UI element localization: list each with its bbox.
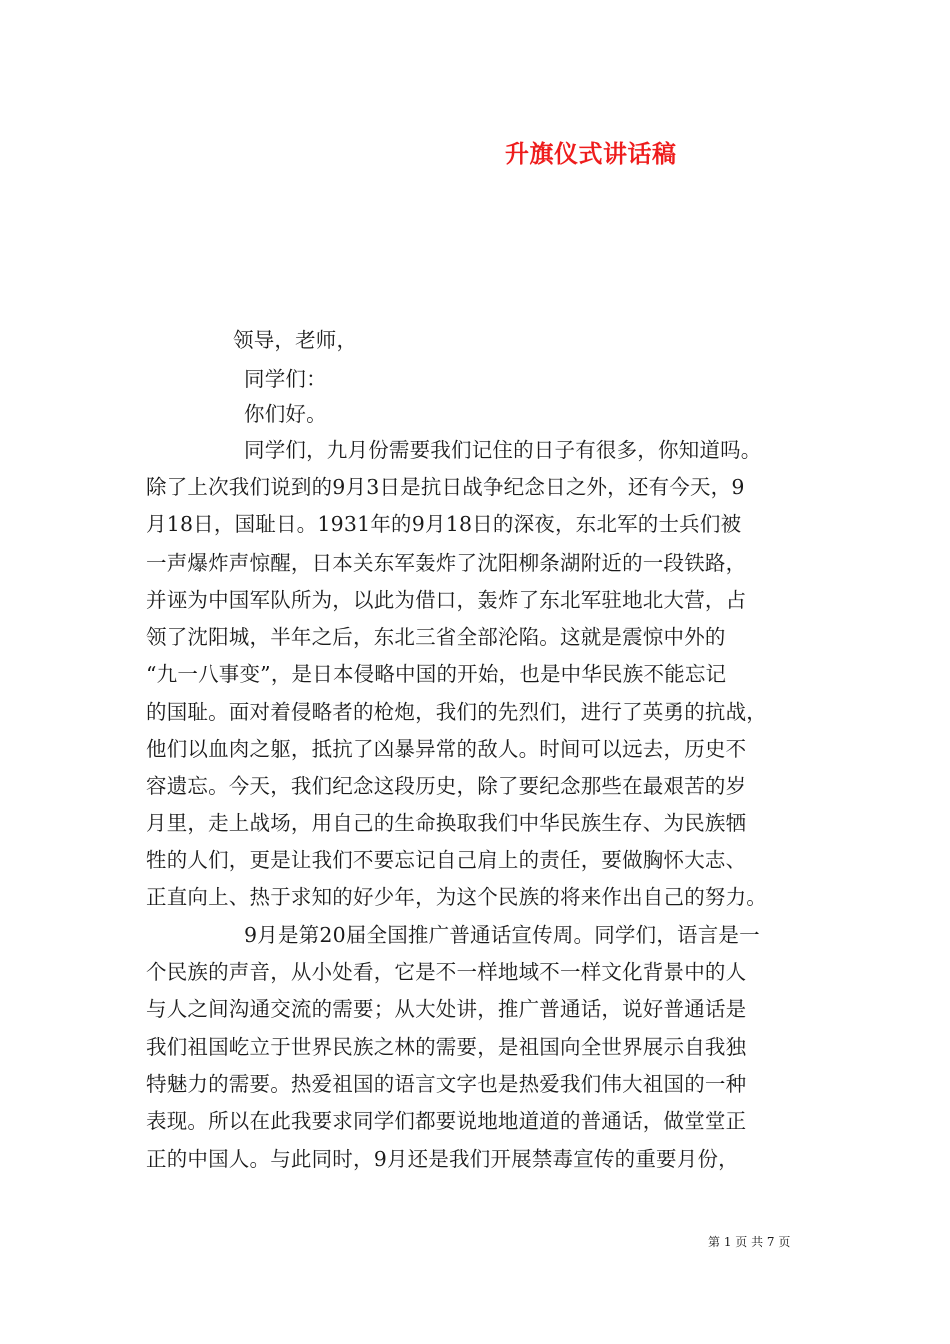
paragraph-line: 与人之间沟通交流的需要；从大处讲，推广普通话，说好普通话是: [146, 997, 747, 1021]
paragraph-line: 正的中国人。与此同时，9月还是我们开展禁毒宣传的重要月份，: [146, 1147, 739, 1171]
salutation-line: 你们好。: [244, 402, 327, 426]
paragraph-line: 容遗忘。今天，我们纪念这段历史，除了要纪念那些在最艰苦的岁: [146, 774, 747, 798]
paragraph-line: 领了沈阳城，半年之后，东北三省全部沦陷。这就是震惊中外的: [146, 625, 726, 649]
paragraph-line: 一声爆炸声惊醒，日本关东军轰炸了沈阳柳条湖附近的一段铁路，: [146, 551, 747, 575]
salutation-line: 同学们：: [244, 367, 327, 391]
document-title: 升旗仪式讲话稿: [505, 139, 677, 168]
paragraph-line: 我们祖国屹立于世界民族之林的需要，是祖国向全世界展示自我独: [146, 1035, 747, 1059]
paragraph-line: 月18日，国耻日。1931年的9月18日的深夜，东北军的士兵们被: [146, 512, 742, 536]
page-footer: 第 1 页 共 7 页: [708, 1235, 791, 1249]
paragraph-line: 的国耻。面对着侵略者的枪炮，我们的先烈们，进行了英勇的抗战，: [146, 700, 767, 724]
paragraph-line: 9月是第20届全国推广普通话宣传周。同学们，语言是一: [244, 923, 760, 947]
paragraph-line: 并诬为中国军队所为，以此为借口，轰炸了东北军驻地北大营，占: [146, 588, 747, 612]
paragraph-line: 除了上次我们说到的9月3日是抗日战争纪念日之外，还有今天，9: [146, 475, 745, 499]
salutation-line: 领导，老师，: [233, 328, 358, 352]
paragraph-line: 正直向上、热于求知的好少年，为这个民族的将来作出自己的努力。: [146, 885, 767, 909]
paragraph-line: 同学们，九月份需要我们记住的日子有很多，你知道吗。: [244, 438, 762, 462]
paragraph-line: “九一八事变”，是日本侵略中国的开始，也是中华民族不能忘记: [146, 662, 727, 686]
paragraph-line: 牲的人们，更是让我们不要忘记自己肩上的责任，要做胸怀大志、: [146, 848, 747, 872]
paragraph-line: 个民族的声音，从小处看，它是不一样地域不一样文化背景中的人: [146, 960, 747, 984]
paragraph-line: 特魅力的需要。热爱祖国的语言文字也是热爱我们伟大祖国的一种: [146, 1072, 747, 1096]
paragraph-line: 他们以血肉之躯，抵抗了凶暴异常的敌人。时间可以远去，历史不: [146, 737, 747, 761]
paragraph-line: 表现。所以在此我要求同学们都要说地地道道的普通话，做堂堂正: [146, 1109, 747, 1133]
paragraph-line: 月里，走上战场，用自己的生命换取我们中华民族生存、为民族牺: [146, 811, 747, 835]
